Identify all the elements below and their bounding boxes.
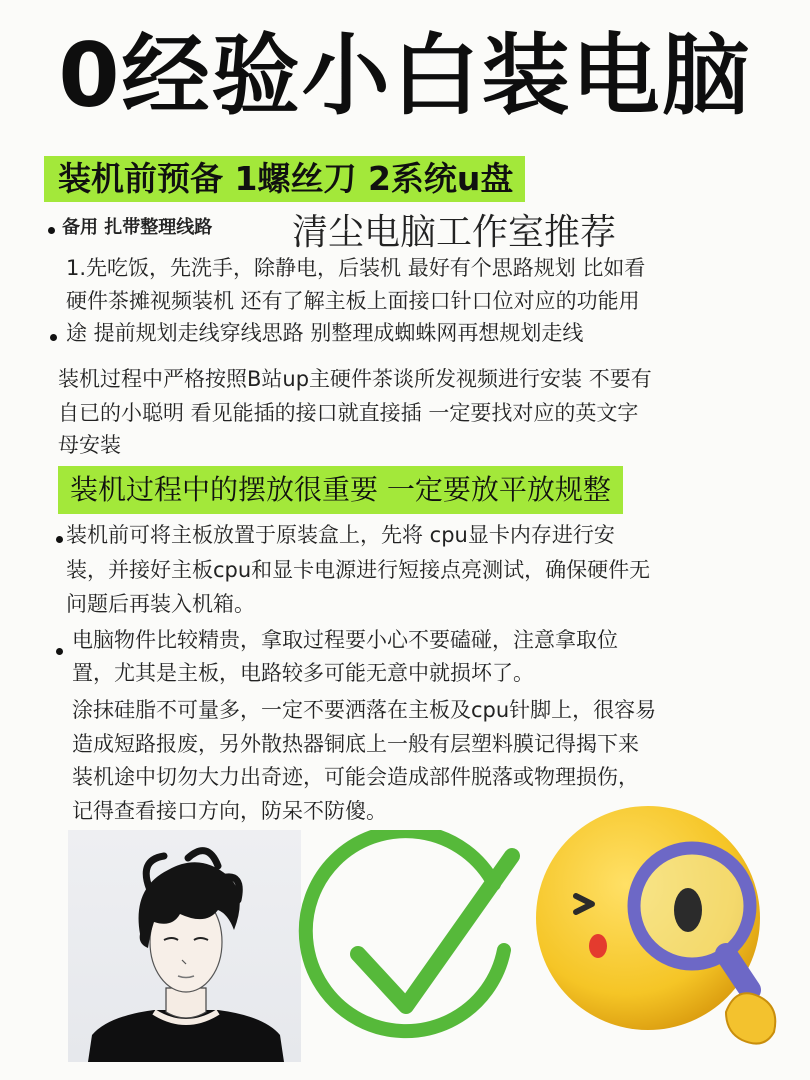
para2-line: 装机过程中严格按照B站up主硬件茶谈所发视频进行安装 不要有 (58, 367, 652, 391)
para4-line: 涂抹硅脂不可量多，一定不要洒落在主板及cpu针脚上，很容易 (72, 698, 657, 722)
highlight-placement: 装机过程中的摆放很重要 一定要放平放规整 (58, 466, 623, 514)
bullet-dot (56, 648, 63, 655)
para3-line: 问题后再装入机箱。 (66, 592, 255, 616)
para1-line: 硬件茶摊视频装机 还有了解主板上面接口针口位对应的功能用 (66, 289, 640, 313)
para4-line: 电脑物件比较精贵，拿取过程要小心不要磕碰，注意拿取位 (72, 628, 618, 652)
para1-line: 途 提前规划走线穿线思路 别整理成蜘蛛网再想规划走线 (66, 321, 584, 345)
para4-line: 记得查看接口方向，防呆不防傻。 (72, 799, 387, 823)
para2-line: 母安装 (58, 433, 121, 457)
cartoon-boy-illustration (68, 830, 301, 1062)
highlight-preparation: 装机前预备 1螺丝刀 2系统u盘 (44, 156, 525, 202)
bullet-dot (48, 227, 55, 234)
para4-line: 装机途中切勿大力出奇迹，可能会造成部件脱落或物理损伤， (72, 765, 639, 789)
para4-line: 造成短路报废，另外散热器铜底上一般有层塑料膜记得揭下来 (72, 732, 639, 756)
bullet-dot (56, 536, 63, 543)
brand-recommend: 清尘电脑工作室推荐 (292, 212, 617, 253)
page-title: 0经验小白装电脑 (58, 24, 752, 127)
para2-line: 自已的小聪明 看见能插的接口就直接插 一定要找对应的英文字 (58, 401, 639, 425)
para3-line: 装，并接好主板cpu和显卡电源进行短接点亮测试，确保硬件无 (66, 558, 651, 582)
para1-line: 1.先吃饭，先洗手，除静电，后装机 最好有个思路规划 比如看 (66, 256, 646, 280)
para3-line: 装机前可将主板放置于原装盒上，先将 cpu显卡内存进行安 (66, 523, 615, 547)
bullet-label: 备用 扎带整理线路 (62, 217, 213, 238)
para4-line: 置，尤其是主板，电路较多可能无意中就损坏了。 (72, 661, 534, 685)
bullet-dot (50, 334, 57, 341)
green-check-icon (298, 830, 534, 1070)
emoji-magnifier-icon (530, 800, 790, 1070)
